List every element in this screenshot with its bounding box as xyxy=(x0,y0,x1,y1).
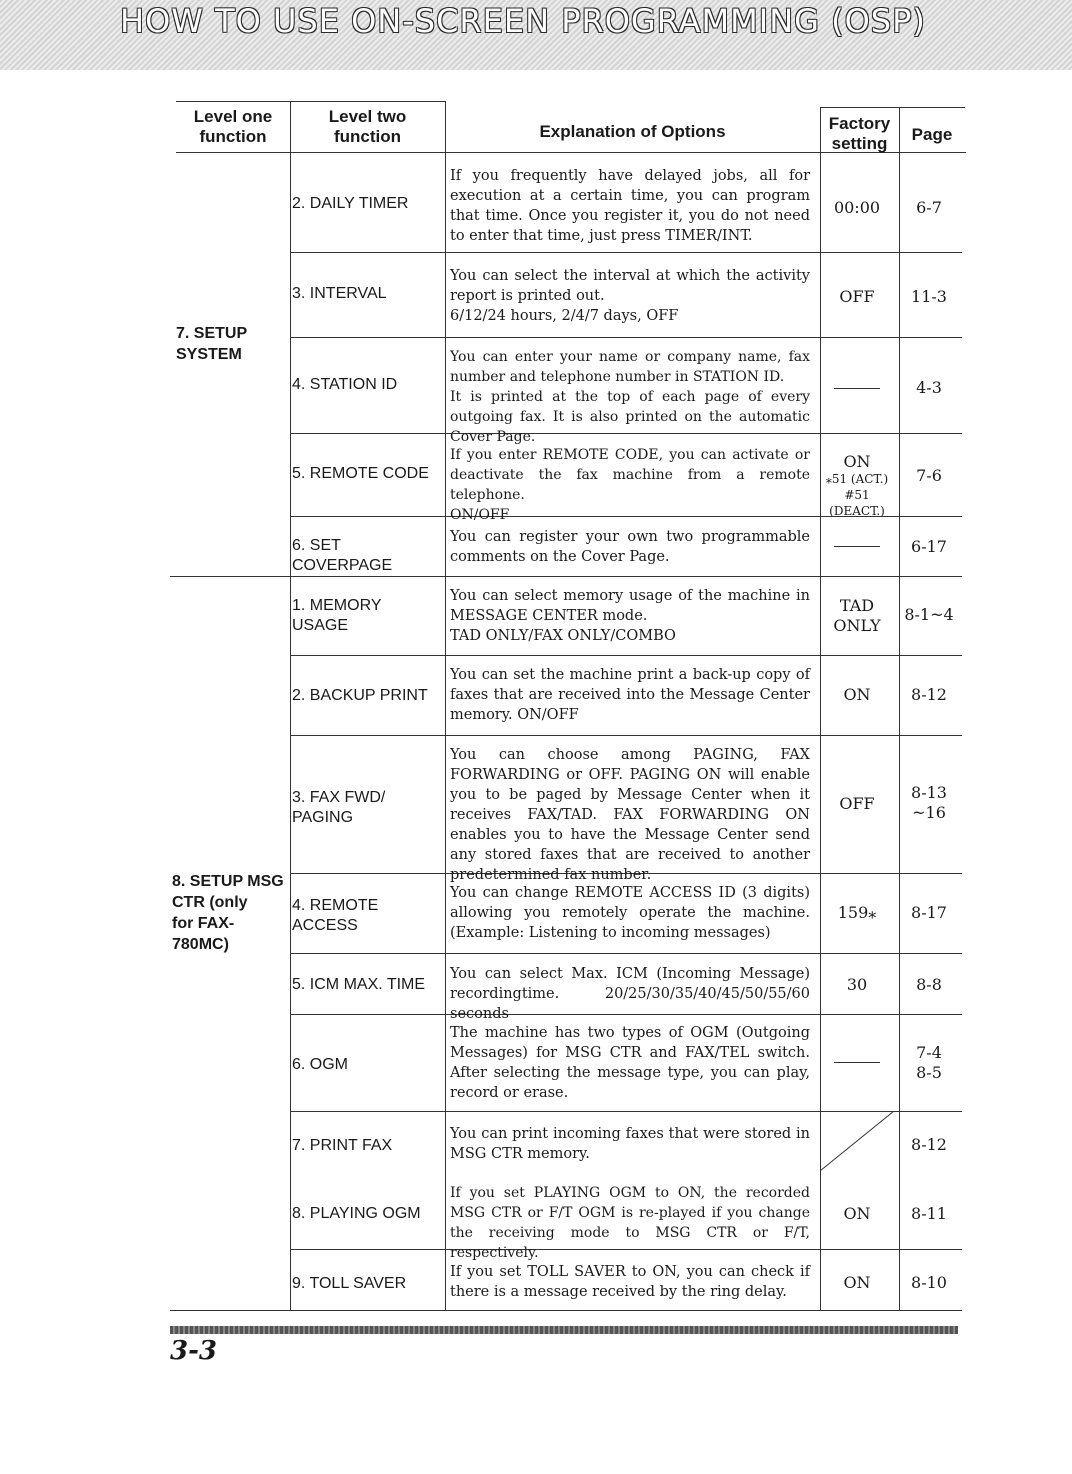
footer-bar xyxy=(170,1326,958,1334)
row-page: 6-7 xyxy=(916,198,942,217)
row-factory: 159⁎ xyxy=(837,903,877,922)
row-explanation: You can choose among PAGING, FAX FORWARDING or OFF. PAGING ON will enable you to be paged by Message Center when it receives FAX/TAD. FAX FORWARDING ON enables you to have the Message Center send any stored faxes that are received to another predetermined fax number. xyxy=(450,747,810,883)
header-page: Page xyxy=(911,125,953,144)
row-factory: TAD ONLY xyxy=(833,596,881,635)
row-rule xyxy=(290,735,962,736)
row-factory-deact-code: #51 (DEACT.) xyxy=(829,488,885,518)
row-explanation: If you enter REMOTE CODE, you can activate or deactivate the fax machine from a remote telephone. ON/OFF xyxy=(450,447,810,523)
row-explanation: You can set the machine print a back-up copy of faxes that are received into the Message Center memory. ON/OFF xyxy=(450,667,810,723)
group-label: 8. SETUP MSG CTR (only for FAX- 780MC) xyxy=(172,873,284,953)
row-page: 6-17 xyxy=(911,537,947,556)
row-function: 4. REMOTE ACCESS xyxy=(292,897,379,934)
row-explanation: If you set TOLL SAVER to ON, you can check if there is a message received by the ring delay. xyxy=(450,1264,810,1300)
row-function: 5. ICM MAX. TIME xyxy=(292,976,426,993)
page-number: 3-3 xyxy=(170,1336,217,1366)
header-factory-setting: Factory setting xyxy=(828,114,891,153)
header-rule-top-2 xyxy=(290,101,445,102)
row-explanation: If you set PLAYING OGM to ON, the recorded MSG CTR or F/T OGM is re-played if you change the receiving mode to MSG CTR or F/T, respectively. xyxy=(450,1185,810,1261)
row-factory: ON xyxy=(843,452,871,471)
row-function: 4. STATION ID xyxy=(292,376,398,393)
row-page: 8-12 xyxy=(911,685,947,704)
row-factory: ON xyxy=(843,1273,871,1292)
not-applicable-slash xyxy=(820,1111,899,1173)
row-function: 3. INTERVAL xyxy=(292,285,387,302)
group-setup-msg-ctr xyxy=(172,850,288,955)
row-page: 7-6 xyxy=(916,466,942,485)
column-rule-1 xyxy=(290,101,291,1310)
header-level-two: Level two function xyxy=(328,107,407,146)
row-function: 2. BACKUP PRINT xyxy=(292,687,428,704)
row-explanation: You can change REMOTE ACCESS ID (3 digits) allowing you remotely operate the machine. (Example: Listening to incoming messages) xyxy=(450,885,810,941)
row-explanation: You can select Max. ICM (Incoming Message) recordingtime. 20/25/30/35/40/45/50/55/60 seconds xyxy=(450,966,810,1022)
row-explanation: You can select the interval at which the activity report is printed out. 6/12/24 hours, 2/4/7 days, OFF xyxy=(450,268,810,324)
row-page: 8-1~4 xyxy=(904,605,954,624)
row-rule xyxy=(290,252,962,253)
group-label: 7. SETUP SYSTEM xyxy=(176,325,248,363)
row-rule xyxy=(290,655,962,656)
row-explanation: The machine has two types of OGM (Outgoing Messages) for MSG CTR and FAX/TEL switch. After selecting the message type, you can play, record or erase. xyxy=(450,1025,810,1101)
row-function: 9. TOLL SAVER xyxy=(292,1275,407,1292)
row-explanation: You can register your own two programmable comments on the Cover Page. xyxy=(450,529,810,565)
row-function: 1. MEMORY USAGE xyxy=(292,597,382,634)
row-factory: ON xyxy=(843,685,871,704)
group-setup-system xyxy=(176,302,286,365)
row-explanation: You can select memory usage of the machine in MESSAGE CENTER mode. TAD ONLY/FAX ONLY/COMBO xyxy=(450,588,810,644)
no-default-dash xyxy=(834,388,880,389)
row-factory: OFF xyxy=(839,794,875,813)
row-page: 8-13 ~16 xyxy=(911,783,947,822)
row-function: 6. OGM xyxy=(292,1056,349,1073)
header-level-one: Level one function xyxy=(193,107,273,146)
row-page: 8-10 xyxy=(911,1273,947,1292)
row-factory: OFF xyxy=(839,287,875,306)
row-function: 8. PLAYING OGM xyxy=(292,1205,421,1222)
row-page: 4-3 xyxy=(916,378,942,397)
row-page: 11-3 xyxy=(911,287,947,306)
no-default-dash xyxy=(834,1062,880,1063)
column-rule-2 xyxy=(445,101,446,1310)
row-page: 8-8 xyxy=(916,975,942,994)
row-rule xyxy=(290,953,962,954)
row-rule xyxy=(290,337,962,338)
table-bottom-rule xyxy=(170,1310,962,1311)
row-factory: ON xyxy=(843,1204,871,1223)
row-explanation: You can print incoming faxes that were stored in MSG CTR memory. xyxy=(450,1126,810,1162)
row-page: 8-12 xyxy=(911,1135,947,1154)
row-function: 2. DAILY TIMER xyxy=(292,195,409,212)
row-explanation: If you frequently have delayed jobs, all for execution at a certain time, you can program that time. Once you register it, you do not need to enter that time, just press TIMER/INT. xyxy=(450,168,810,244)
row-factory-act-code: ⁎51 (ACT.) xyxy=(825,472,889,486)
row-function: 5. REMOTE CODE xyxy=(292,465,429,482)
header-rule-top-3 xyxy=(820,107,965,108)
row-function: 6. SET COVERPAGE xyxy=(292,537,393,574)
row-function: 3. FAX FWD/ PAGING xyxy=(292,789,386,826)
row-explanation: You can enter your name or company name, fax number and telephone number in STATION ID. It is printed at the top of each page of every outgoing fax. It is also printed on the automatic Cover Page. xyxy=(450,349,810,445)
row-factory: 00:00 xyxy=(833,198,881,217)
group-rule xyxy=(170,576,962,577)
header-rule-top-1 xyxy=(176,101,290,102)
row-page: 8-17 xyxy=(911,903,947,922)
row-page: 7-4 8-5 xyxy=(916,1043,942,1082)
row-factory: 30 xyxy=(846,975,868,994)
row-function: 7. PRINT FAX xyxy=(292,1137,393,1154)
header-explanation: Explanation of Options xyxy=(539,122,726,141)
row-page: 8-11 xyxy=(911,1204,947,1223)
page-title: HOW TO USE ON-SCREEN PROGRAMMING (OSP) xyxy=(120,2,926,40)
no-default-dash xyxy=(834,546,880,547)
